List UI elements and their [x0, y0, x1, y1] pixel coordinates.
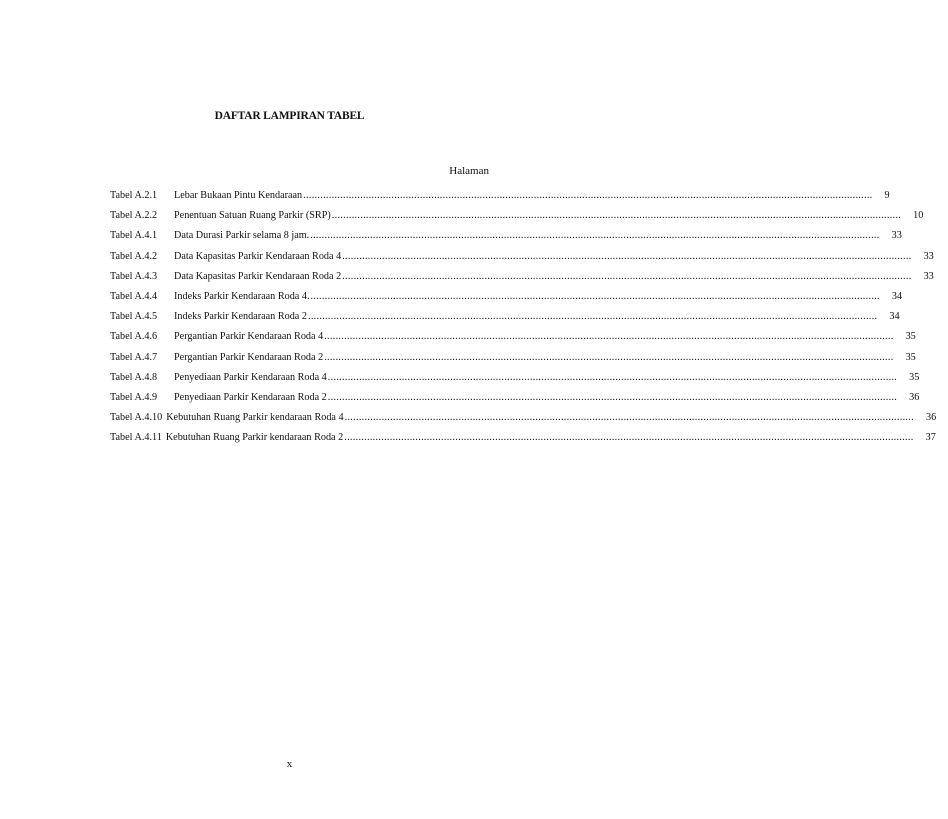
table-of-contents: [110, 190, 937, 452]
toc-entry-title: Indeks Parkir Kendaraan Roda 4.: [174, 290, 310, 302]
toc-entry-label: Tabel A.4.2: [110, 250, 158, 262]
toc-entry-label: Tabel A.4.7: [110, 351, 158, 363]
toc-entry: [110, 311, 900, 331]
toc-entry-label: Tabel A.4.9: [110, 391, 158, 403]
toc-entry: [110, 190, 890, 210]
toc-entry-page: 33: [891, 230, 902, 242]
toc-entry-title: Lebar Bukaan Pintu Kendaraan: [174, 190, 303, 201]
toc-dot-leader: ........................................................................................................................................................................................................: [331, 210, 902, 222]
toc-entry: [110, 270, 934, 291]
toc-dot-leader: ........................................................................................................................................................................................................: [303, 190, 873, 201]
toc-entry-page: 36: [925, 412, 937, 424]
toc-entry-title: Pergantian Parkir Kendaraan Roda 4: [174, 331, 324, 343]
toc-dot-leader: ........................................................................................................................................................................................................: [310, 230, 880, 242]
toc-entry-title: Penyediaan Parkir Kendaraan Roda 2: [174, 391, 327, 403]
toc-entry-label: Tabel A.4.11: [110, 432, 162, 444]
toc-entry-label: Tabel A.4.3: [110, 270, 158, 282]
toc-entry-title: Penyediaan Parkir Kendaraan Roda 4: [174, 371, 327, 383]
toc-entry-page: 35: [905, 331, 916, 343]
toc-entry-page: 33: [923, 270, 934, 282]
toc-entry: [110, 331, 916, 351]
toc-entry-title: Kebutuhan Ruang Parkir kendaraan Roda 2: [165, 432, 344, 444]
toc-entry-page: 34: [891, 290, 903, 302]
toc-entry: [110, 412, 937, 432]
toc-entry-page: 9: [884, 190, 890, 201]
toc-dot-leader: ........................................................................................................................................................................................................: [344, 432, 914, 444]
toc-entry-title: Pergantian Parkir Kendaraan Roda 2: [174, 351, 324, 363]
toc-entry: [110, 210, 924, 230]
toc-entry-label: Tabel A.2.2: [110, 210, 158, 222]
toc-entry-page: 35: [905, 351, 916, 363]
toc-entry-label: Tabel A.4.5: [110, 311, 158, 323]
toc-entry-label: Tabel A.2.1: [110, 190, 158, 201]
toc-entry-title: Penentuan Satuan Ruang Parkir (SRP): [174, 210, 331, 222]
toc-entry-page: 10: [913, 210, 924, 222]
toc-entry: [110, 290, 903, 311]
toc-entry: [110, 230, 902, 250]
toc-entry-label: Tabel A.4.6: [110, 331, 158, 343]
toc-entry-title: Kebutuhan Ruang Parkir kendaraan Roda 4: [166, 412, 344, 424]
toc-dot-leader: ........................................................................................................................................................................................................: [344, 412, 914, 424]
toc-entry-label: Tabel A.4.8: [110, 371, 158, 383]
toc-dot-leader: ........................................................................................................................................................................................................: [327, 391, 898, 403]
toc-entry-title: Data Kapasitas Parkir Kendaraan Roda 2: [174, 270, 342, 282]
toc-entry-page: 34: [889, 311, 900, 323]
toc-entry-label: Tabel A.4.10: [110, 412, 163, 424]
toc-entry-page: 33: [923, 250, 934, 262]
toc-entry-title: Data Durasi Parkir selama 8 jam.: [174, 230, 310, 242]
toc-entry: [110, 351, 916, 372]
page-title: DAFTAR LAMPIRAN TABEL: [214, 110, 365, 122]
toc-dot-leader: ........................................................................................................................................................................................................: [307, 311, 878, 323]
toc-dot-leader: ........................................................................................................................................................................................................: [324, 351, 894, 363]
toc-entry-label: Tabel A.4.1: [110, 230, 158, 242]
toc-entry: [110, 250, 934, 271]
page-column-header: Halaman: [449, 165, 489, 177]
toc-entry: [110, 391, 920, 412]
toc-entry-page: 35: [909, 371, 920, 383]
toc-entry: [110, 371, 920, 392]
toc-dot-leader: ........................................................................................................................................................................................................: [342, 250, 912, 262]
footer-page-number: x: [286, 758, 293, 770]
toc-dot-leader: ........................................................................................................................................................................................................: [324, 331, 894, 343]
toc-entry-page: 37: [925, 432, 936, 444]
toc-dot-leader: ........................................................................................................................................................................................................: [310, 290, 880, 302]
toc-entry-title: Data Kapasitas Parkir Kendaraan Roda 4: [174, 250, 342, 262]
toc-entry: [110, 432, 936, 452]
toc-dot-leader: ........................................................................................................................................................................................................: [327, 371, 898, 383]
toc-entry-label: Tabel A.4.4: [110, 290, 158, 302]
toc-dot-leader: ........................................................................................................................................................................................................: [342, 270, 912, 282]
toc-entry-title: Indeks Parkir Kendaraan Roda 2: [174, 311, 307, 323]
toc-entry-page: 36: [909, 391, 920, 403]
